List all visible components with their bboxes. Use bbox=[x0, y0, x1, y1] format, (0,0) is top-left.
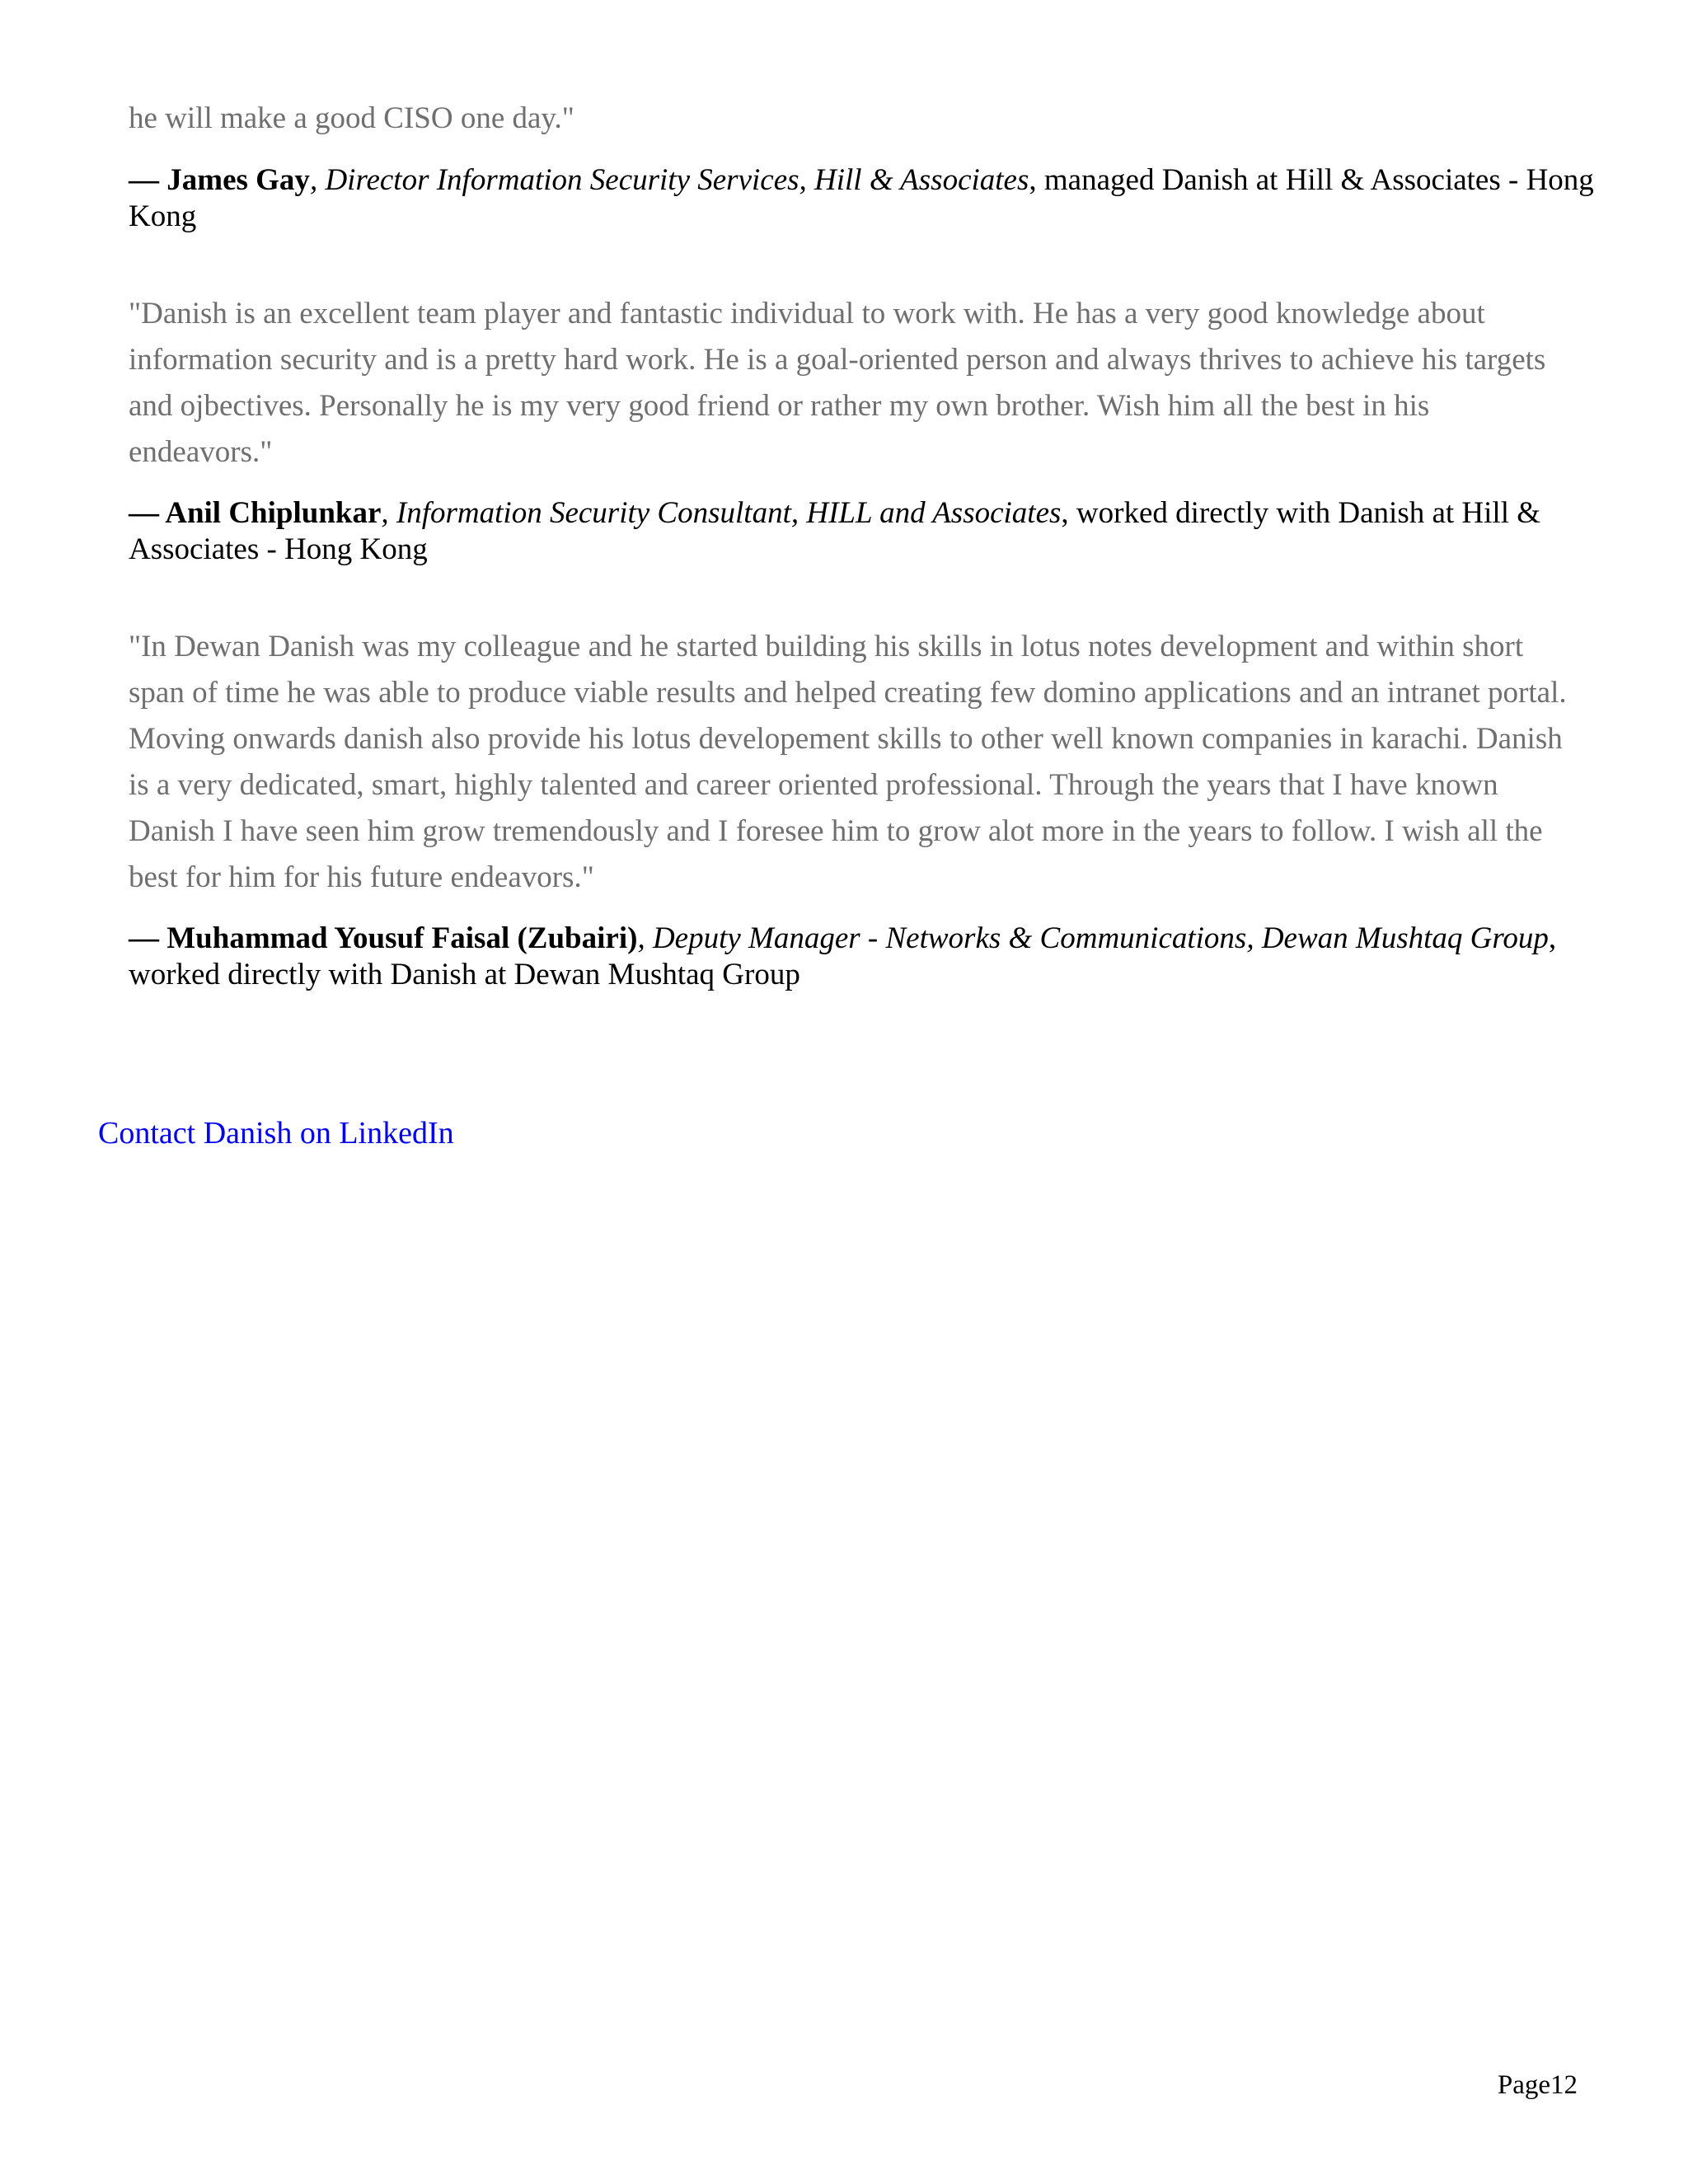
recommender-role: , Deputy Manager - Networks & Communications, Dewan Mushtaq Group bbox=[637, 921, 1549, 955]
recommender-dash: — bbox=[129, 496, 166, 530]
recommender-role: , Information Security Consultant, HILL and Associates bbox=[381, 496, 1062, 530]
recommendation-quote: he will make a good CISO one day." bbox=[129, 101, 574, 135]
recommender-relation: , worked directly with Danish at Hill & Associates - Hong Kong bbox=[129, 496, 1541, 566]
recommender-relation: , worked directly with Danish at Dewan Mushtaq Group bbox=[129, 921, 1557, 991]
recommendation-attribution bbox=[129, 495, 1596, 568]
recommender-role: , Director Information Security Services, Hill & Associates bbox=[309, 163, 1029, 197]
recommendation-quote: "Danish is an excellent team player and fantastic individual to work with. He has a very good knowledge about information security and is a pretty hard work. He is a goal-oriented person and always thrives to achieve his targets and ojbectives. Personally he is my very good friend or rather my own brother. Wish him all the best in his endeavors." bbox=[129, 297, 1546, 469]
recommender-dash: — bbox=[129, 921, 167, 955]
recommender-dash: — bbox=[129, 163, 167, 197]
recommender-name: Muhammad Yousuf Faisal (Zubairi) bbox=[166, 921, 638, 955]
recommender-name: Anil Chiplunkar bbox=[165, 496, 382, 530]
recommendation-attribution bbox=[129, 162, 1596, 235]
recommender-name: James Gay bbox=[166, 163, 310, 197]
recommendation-attribution bbox=[129, 921, 1596, 993]
recommender-relation: , managed Danish at Hill & Associates - Hong Kong bbox=[129, 163, 1594, 233]
contact-linkedin-link[interactable]: Contact Danish on LinkedIn bbox=[98, 1116, 454, 1151]
recommendation-quote: "In Dewan Danish was my colleague and he started building his skills in lotus notes development and within short span of time he was able to produce viable results and helped creating few domino applications and an intranet portal. Moving onwards danish also provide his lotus developement skills to other well known companies in karachi. Danish is a very dedicated, smart, highly talented and career oriented professional. Through the years that I have known Danish I have seen him grow tremendously and I foresee him to grow alot more in the years to follow. I wish all the best for him for his future endeavors." bbox=[129, 630, 1567, 894]
page-number: Page12 bbox=[1497, 2070, 1578, 2100]
